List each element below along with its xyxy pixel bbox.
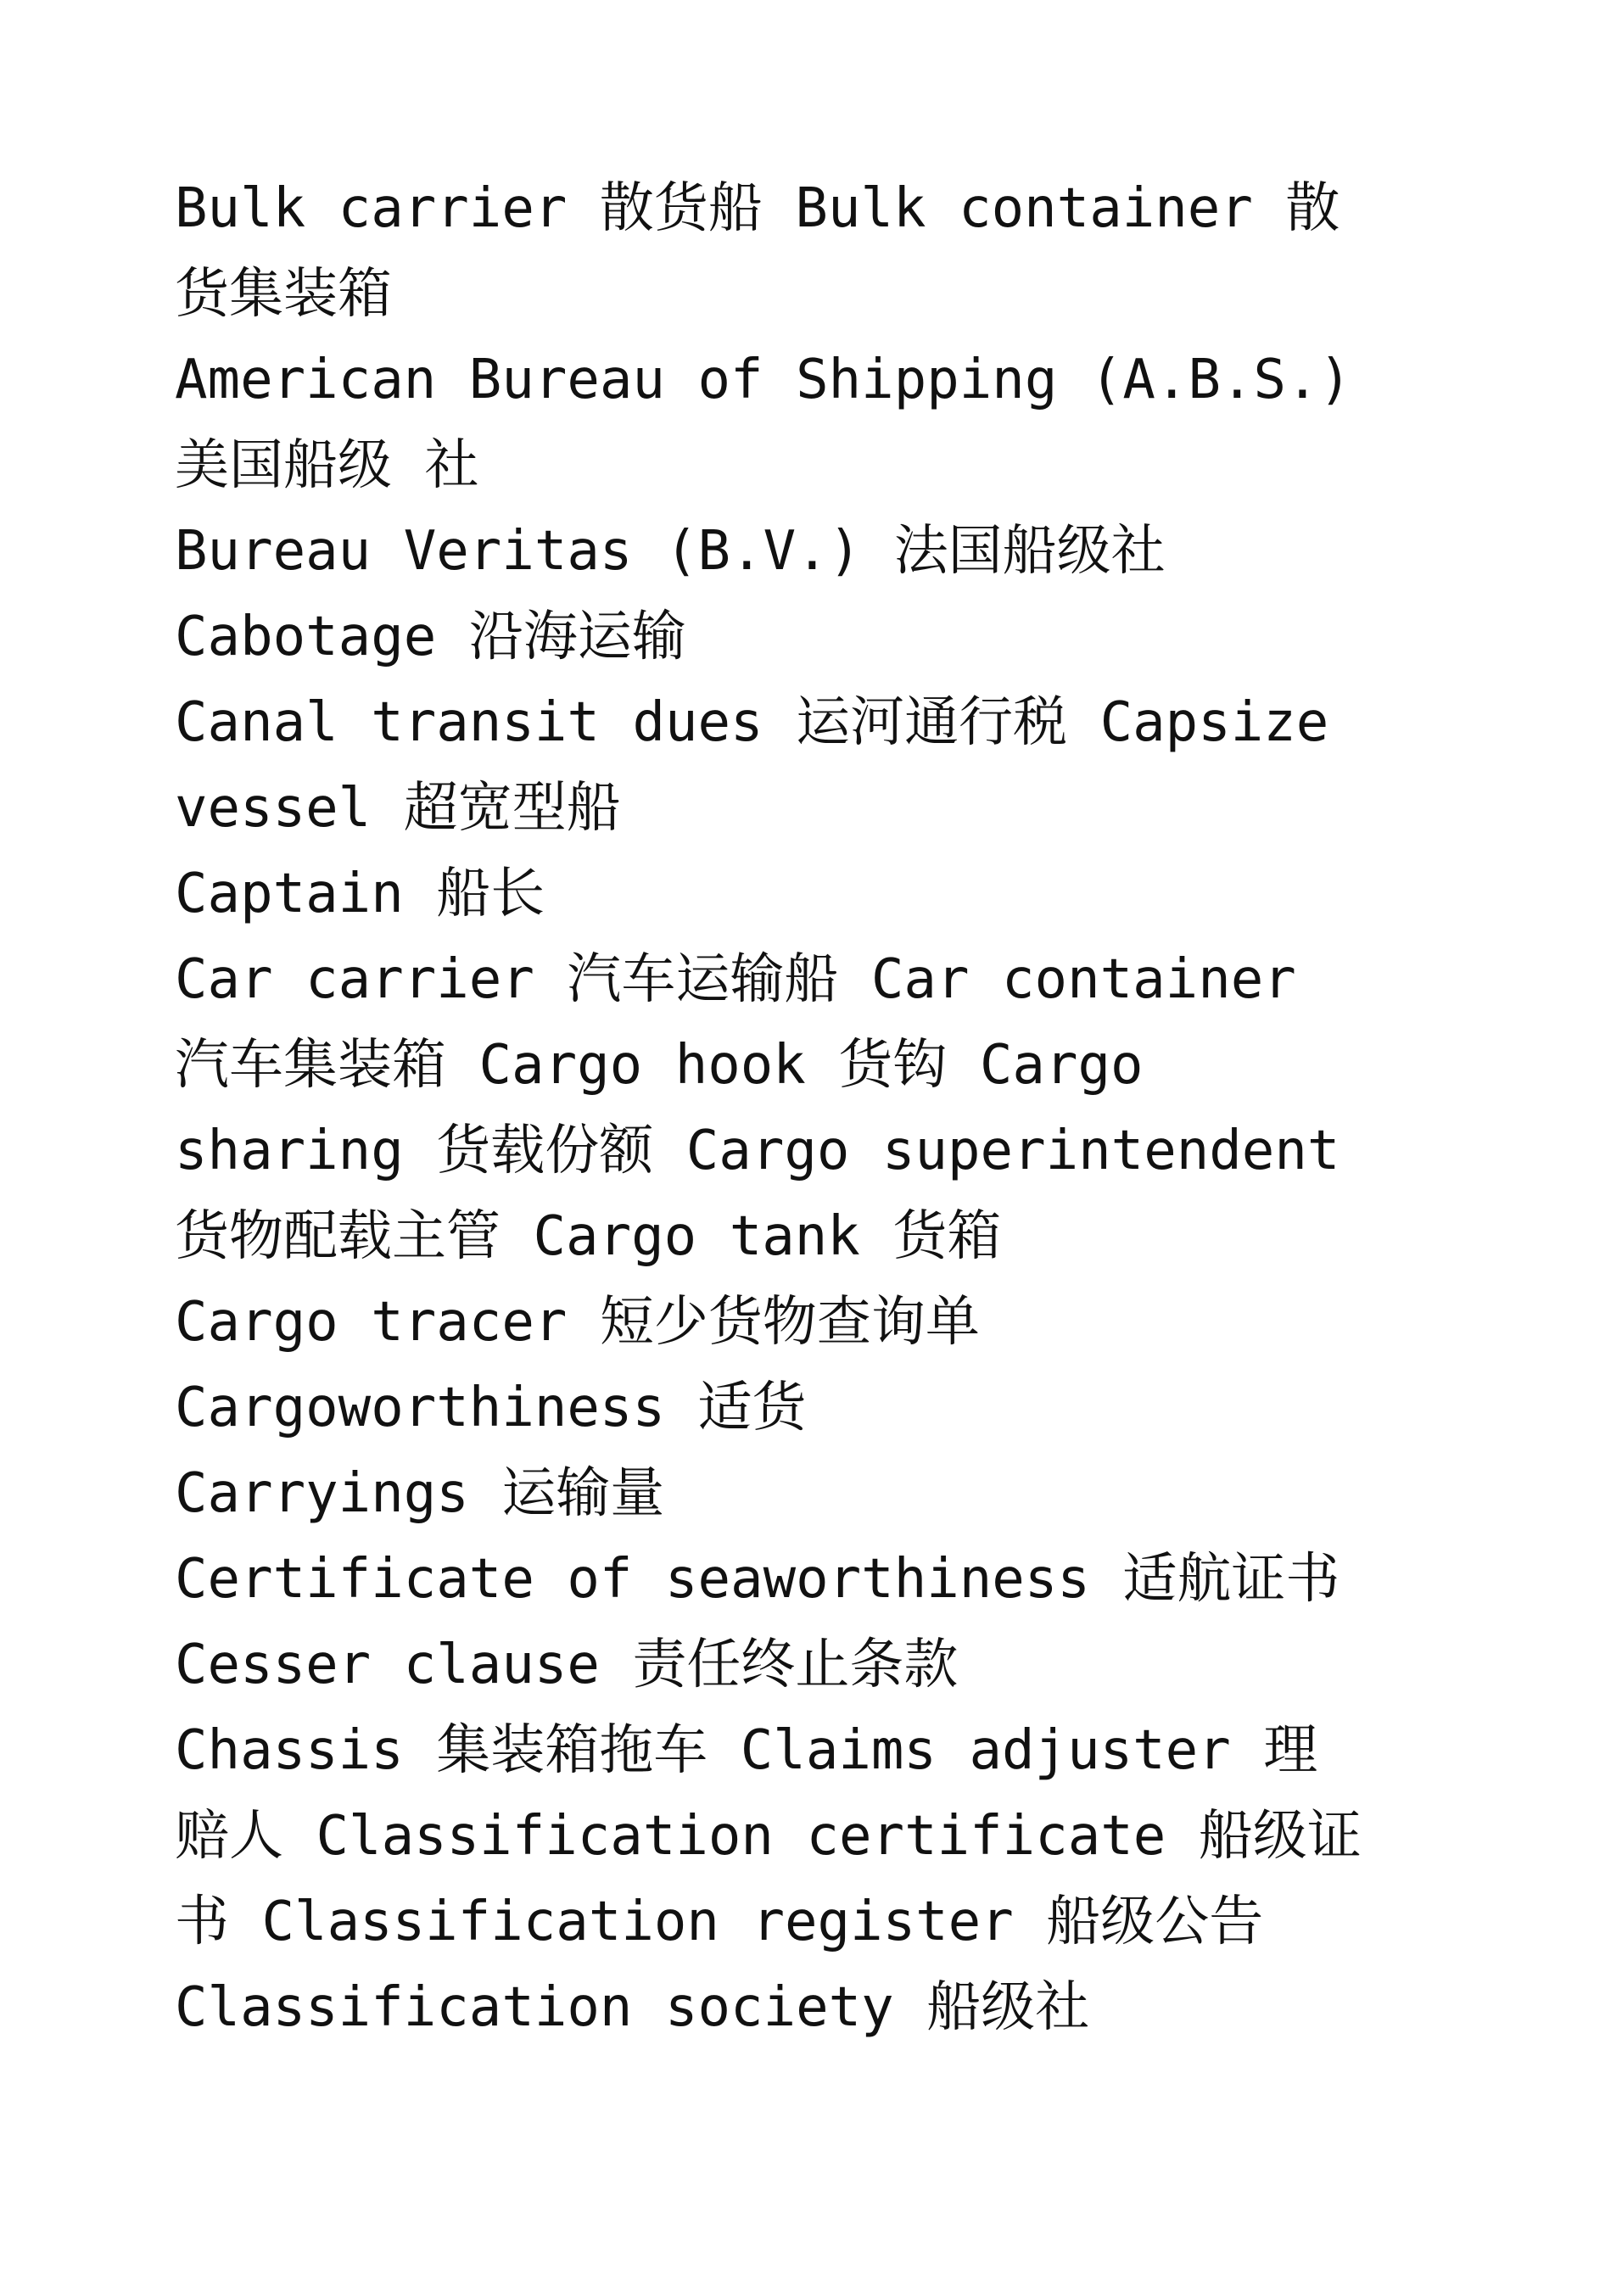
text-line: 书 Classification register 船级公告 [175,1891,1264,1953]
text-line: Certificate of seaworthiness 适航证书 [175,1548,1340,1611]
text-line: Bulk carrier 散货船 Bulk container 散 [175,177,1340,240]
text-line: Chassis 集装箱拖车 Claims adjuster 理 [175,1719,1318,1782]
text-line: Captain 船长 [175,863,545,925]
text-line: vessel 超宽型船 [175,777,621,840]
text-line: 汽车集装箱 Cargo hook 货钩 Cargo [175,1034,1144,1097]
text-line: Canal transit dues 运河通行税 Capsize [175,691,1329,754]
text-line: Cesser clause 责任终止条款 [175,1634,959,1696]
text-line: Classification society 船级社 [175,1976,1090,2039]
text-line: sharing 货载份额 Cargo superintendent [175,1120,1340,1182]
glossary-text [175,166,1379,2051]
text-line: 赔人 Classification certificate 船级证 [175,1805,1362,1868]
text-line: 货物配载主管 Cargo tank 货箱 [175,1205,1002,1268]
text-line: Carryings 运输量 [175,1462,665,1525]
text-line: American Bureau of Shipping (A.B.S.) [175,349,1352,411]
text-line: 美国船级 社 [175,434,479,497]
text-line: Bureau Veritas (B.V.) 法国船级社 [175,520,1166,583]
text-line: Car carrier 汽车运输船 Car container [175,948,1296,1011]
text-line: Cargo tracer 短少货物查询单 [175,1291,980,1354]
text-line: Cabotage 沿海运输 [175,606,686,668]
text-line: Cargoworthiness 适货 [175,1377,807,1439]
text-line: 货集装箱 [175,263,392,326]
